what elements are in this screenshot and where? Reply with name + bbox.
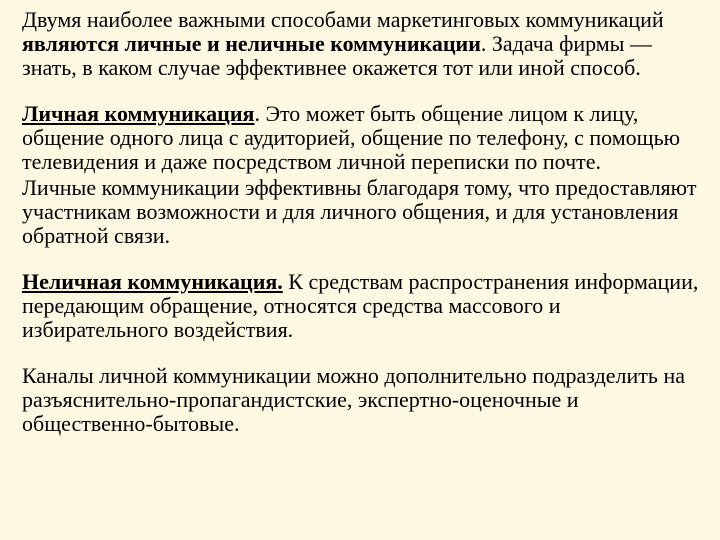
personal-communication-text: . Это может быть общение лицом к лицу, общение одного лица с аудиторией, общение по телефону, с помощью телевидения и даже посредством личной переписки по почте.: [22, 101, 681, 174]
paragraph-intro: [22, 8, 700, 80]
personal-channels-text: Каналы личной коммуникации можно дополнительно подразделить на разъяснительно-пропагандистские, экспертно-оценочные и общественно-бытовые.: [22, 363, 685, 436]
intro-bold-text: являются личные и неличные коммуникации: [22, 31, 481, 56]
impersonal-communication-term: Неличная коммуникация.: [22, 269, 283, 294]
paragraph-personal-communication: [22, 102, 700, 174]
paragraph-impersonal-communication: [22, 270, 700, 342]
paragraph-personal-effectiveness: [22, 176, 700, 248]
paragraph-personal-channels: [22, 364, 700, 436]
personal-effectiveness-text: Личные коммуникации эффективны благодаря тому, что предоставляют участникам возможности и для личного общения, и для установления обратной связи.: [22, 175, 697, 248]
intro-tail-text: . Задача фирмы — знать, в каком случае эффективнее окажется тот или иной способ.: [22, 31, 652, 80]
personal-communication-term: Личная коммуникация: [22, 101, 255, 126]
intro-lead-text: Двумя наиболее важными способами маркетинговых коммуникаций: [22, 7, 664, 32]
impersonal-communication-text: К средствам распространения информации, передающим обращение, относятся средства массового и избирательного воздействия.: [22, 269, 699, 342]
